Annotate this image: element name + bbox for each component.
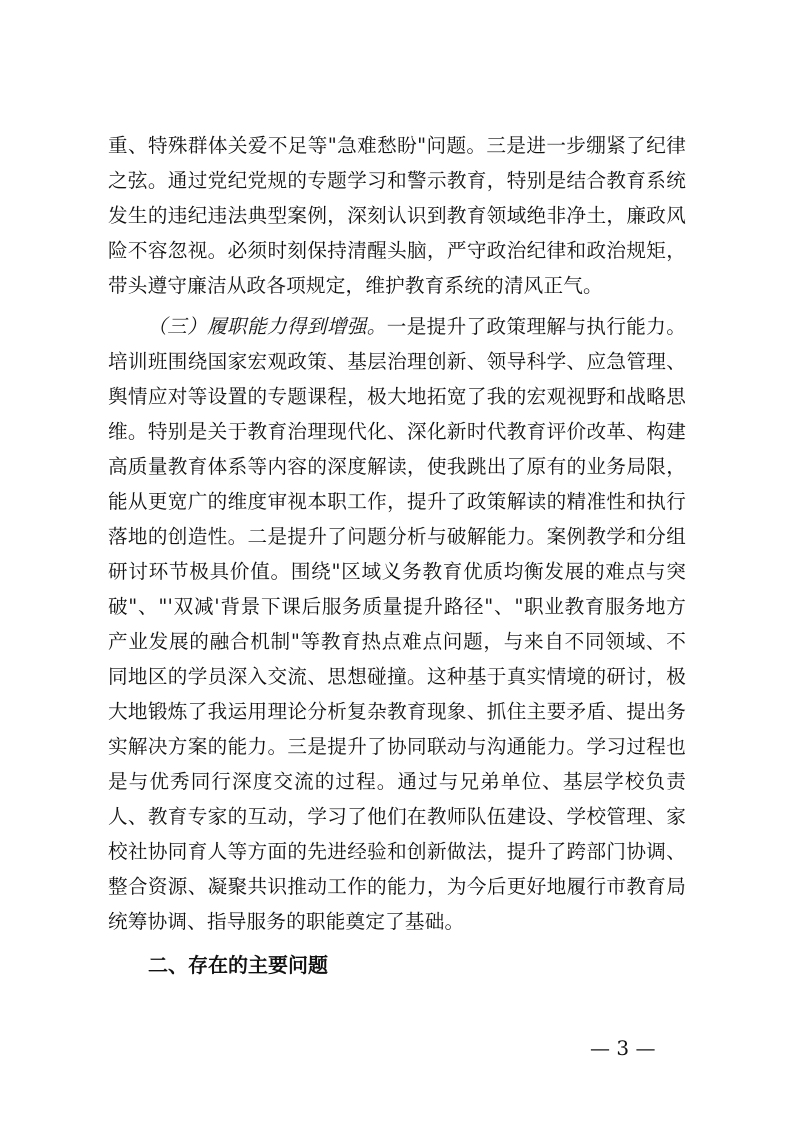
subsection-heading: （三）履职能力得到增强。	[147, 315, 387, 338]
paragraph-capability	[108, 309, 686, 939]
paragraph-discipline: 重、特殊群体关爱不足等"急难愁盼"问题。三是进一步绷紧了纪律之弦。通过党纪党规的专题学习和警示教育，特别是结合教育系统发生的违纪违法典型案例，深刻认识到教育领域绝非净土，廉政风险不容忽视。必须时刻保持清醒头脑，严守政治纪律和政治规矩，带头遵守廉洁从政各项规定，维护教育系统的清风正气。	[108, 134, 686, 297]
section-heading: 二、存在的主要问题	[148, 953, 328, 977]
paragraph-capability-body: 一是提升了政策理解与执行能力。培训班围绕国家宏观政策、基层治理创新、领导科学、应急管理、舆情应对等设置的专题课程，极大地拓宽了我的宏观视野和战略思维。特别是关于教育治理现代化、深化新时代教育评价改革、构建高质量教育体系等内容的深度解读，使我跳出了原有的业务局限，能从更宽广的维度审视本职工作，提升了政策解读的精准性和执行落地的创造性。二是提升了问题分析与破解能力。案例教学和分组研讨环节极具价值。围绕"区域义务教育优质均衡发展的难点与突破"、"'双减'背景下课后服务质量提升路径"、"职业教育服务地方产业发展的融合机制"等教育热点难点问题，与来自不同领域、不同地区的学员深入交流、思想碰撞。这种基于真实情境的研讨，极大地锻炼了我运用理论分析复杂教育现象、抓住主要矛盾、提出务实解决方案的能力。三是提升了协同联动与沟通能力。学习过程也是与优秀同行深度交流的过程。通过与兄弟单位、基层学校负责人、教育专家的互动，学习了他们在教师队伍建设、学校管理、家校社协同育人等方面的先进经验和创新做法，提升了跨部门协调、整合资源、凝聚共识推动工作的能力，为今后更好地履行市教育局统筹协调、指导服务的职能奠定了基础。	[108, 315, 686, 933]
page-number: — 3 —	[590, 1036, 656, 1060]
document-body	[108, 128, 686, 983]
